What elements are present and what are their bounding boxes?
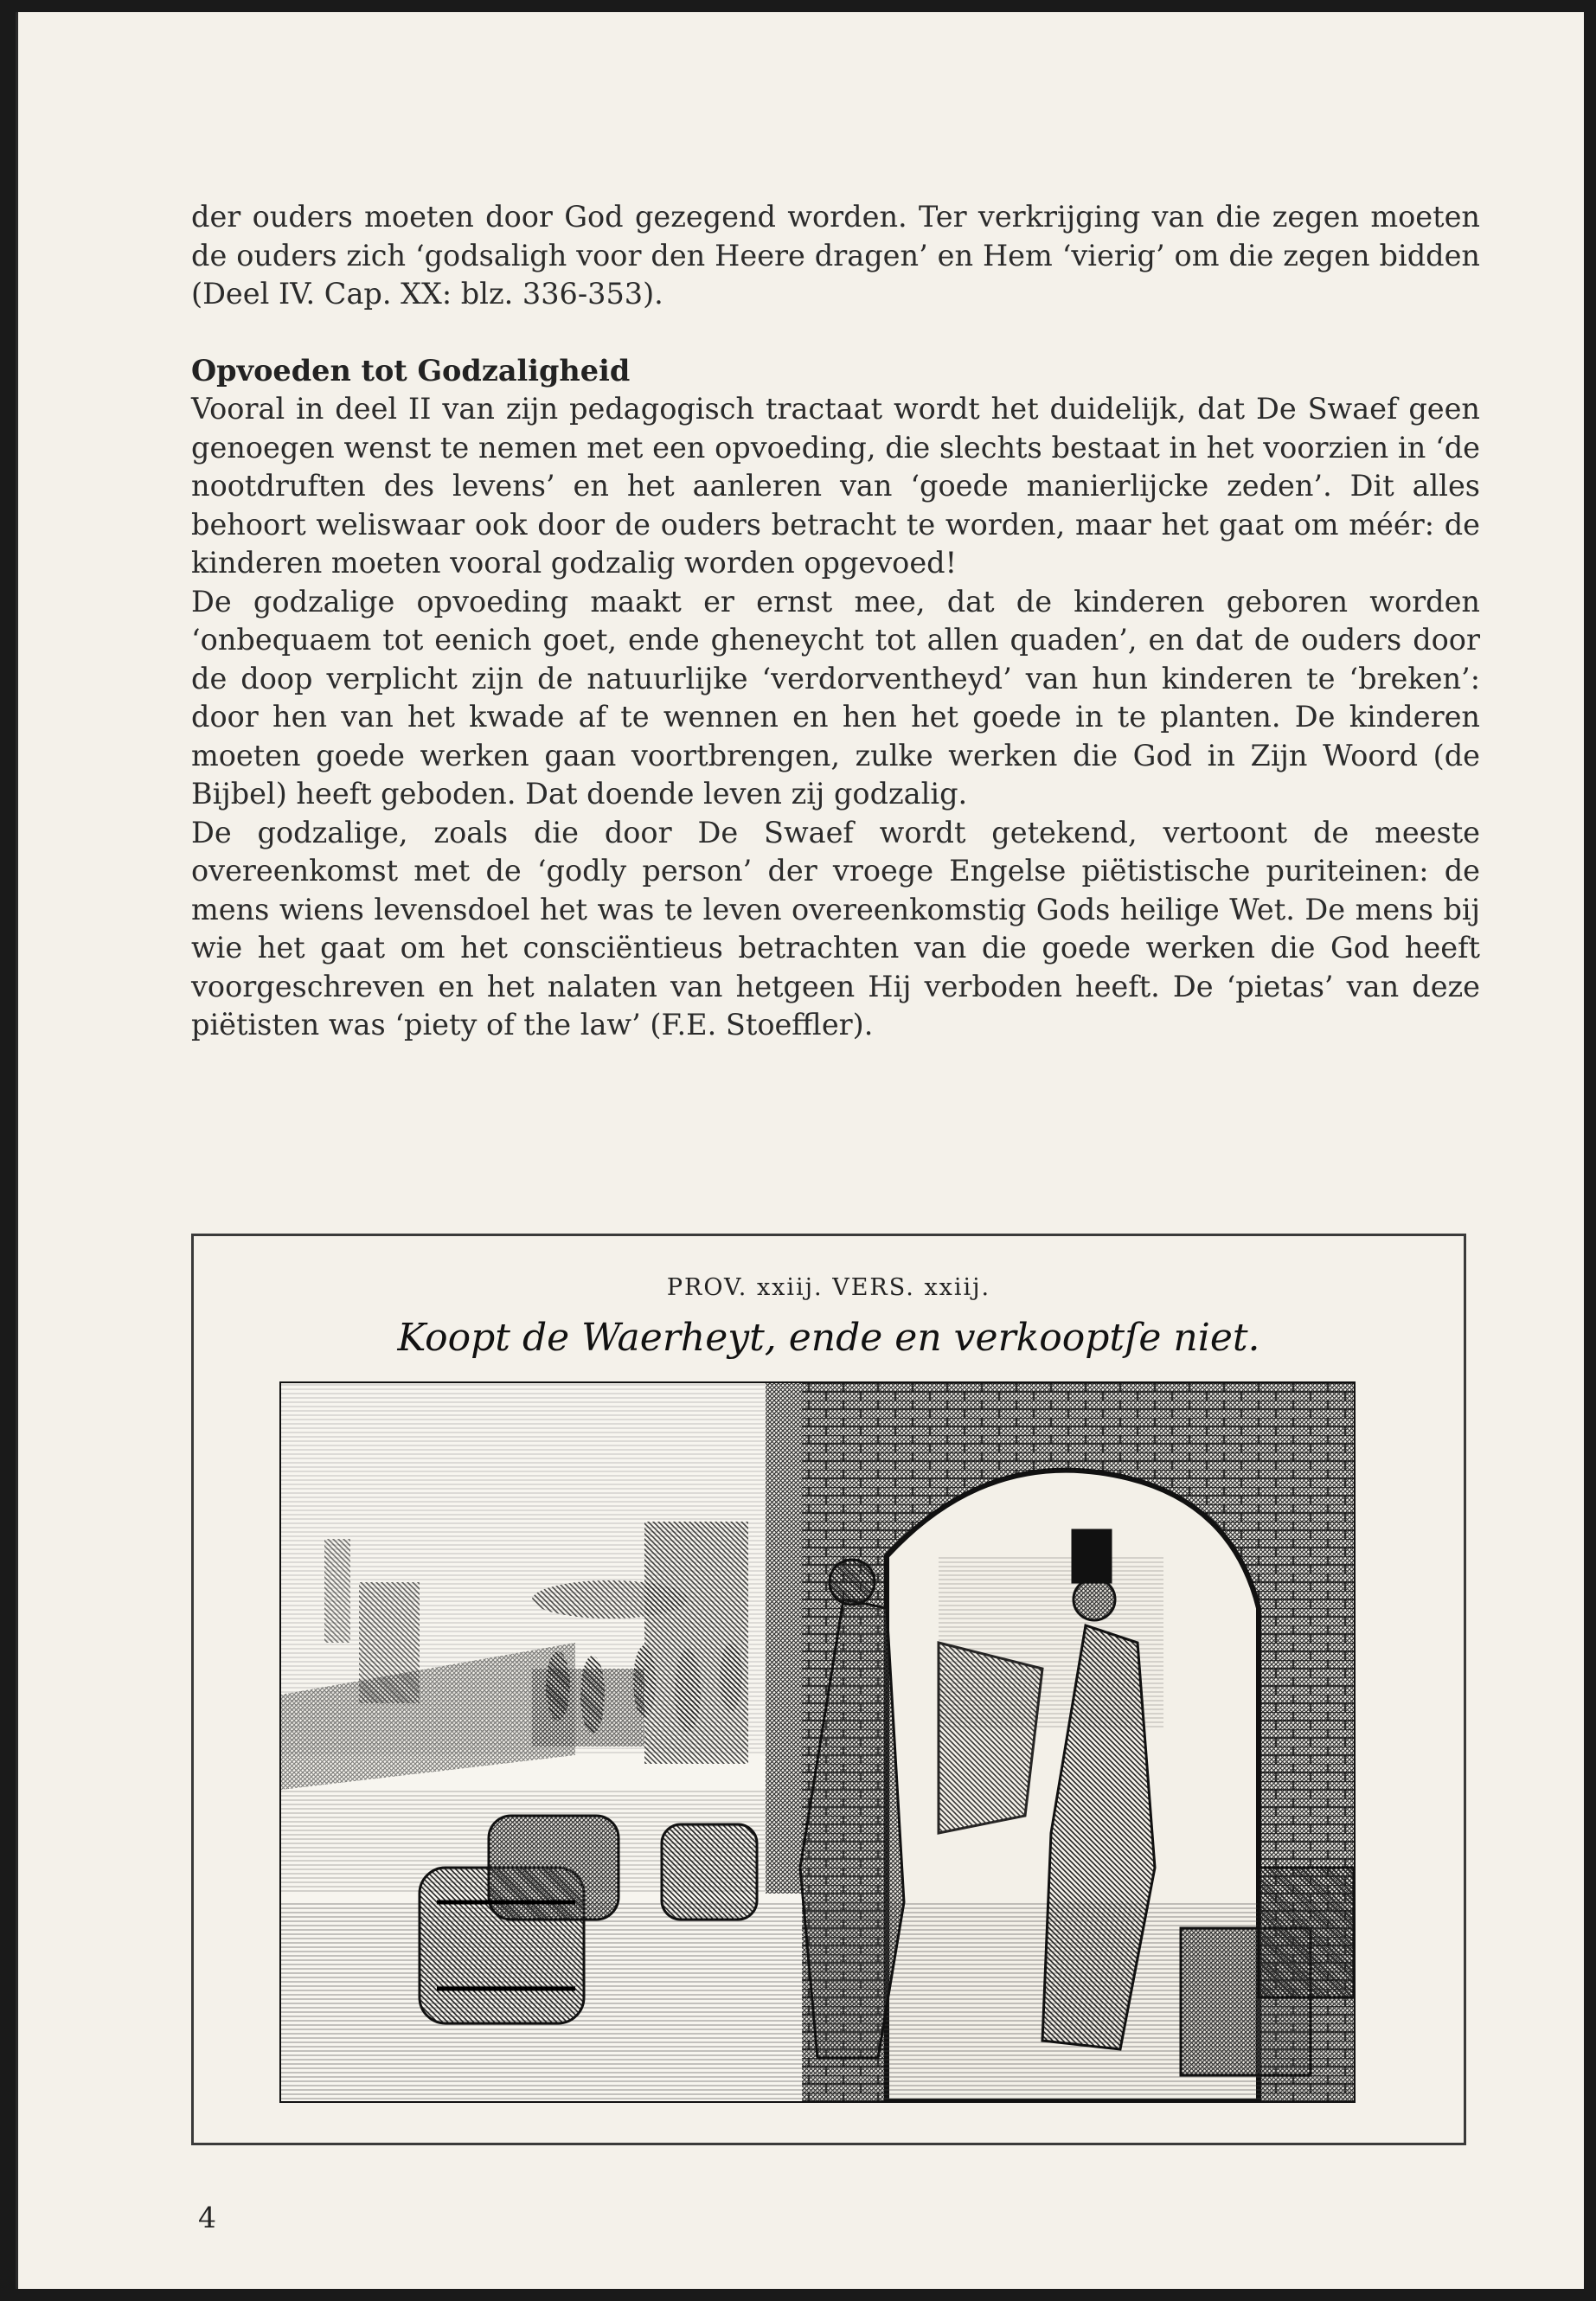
document-page bbox=[16, 12, 1584, 2289]
section-heading: Opvoeden tot Godzaligheid bbox=[191, 353, 631, 388]
paragraph: De godzalige, zoals die door De Swaef wordt getekend, vertoont de meeste overeenkomst met de ‘godly person’ der vroege Engelse piëtistische puriteinen: de mens wiens levensdoel het was te leven overeenkomstig Gods heilige Wet. De mens bij wie het gaat om het consciëntieus betrachten van die goede werken die God heeft voorgeschreven en het nalaten van hetgeen Hij verboden heeft. De ‘pietas’ van deze piëtisten was ‘piety of the law’ (F.E. Stoeffler). bbox=[191, 815, 1480, 1042]
paragraph-gap bbox=[191, 314, 1480, 352]
body-text bbox=[191, 198, 1480, 1045]
engraving-illustration bbox=[279, 1381, 1356, 2103]
figure-reference: PROV. xxiij. VERS. xxiij. bbox=[666, 1274, 991, 1301]
figure-motto: Koopt de Waerheyt, ende en verkooptſe niet. bbox=[397, 1316, 1260, 1360]
engraving-figure bbox=[191, 1234, 1466, 2145]
paragraph: De godzalige opvoeding maakt er ernst mee, dat de kinderen geboren worden ‘onbequaem tot eenich goet, ende gheneycht tot allen quaden’, en dat de ouders door de doop verplicht zijn de natuurlijke ‘verdorventheyd’ van hun kinderen te ‘breken’: door hen van het kwade af te wennen en hen het goede in te planten. De kinderen moeten goede werken gaan voortbrengen, zulke werken die God in Zijn Woord (de Bijbel) heeft geboden. Dat doende leven zij godzalig. bbox=[191, 584, 1480, 811]
paragraph: Vooral in deel II van zijn pedagogisch tractaat wordt het duidelijk, dat De Swaef geen genoegen wenst te nemen met een opvoeding, die slechts bestaat in het voorzien in ‘de nootdruften des levens’ en het aanleren van ‘goede manierlijcke zeden’. Dit alles behoort weliswaar ook door de ouders betracht te worden, maar het gaat om méér: de kinderen moeten vooral godzalig worden opgevoed! bbox=[191, 392, 1480, 580]
paragraph-intro: der ouders moeten door God gezegend worden. Ter verkrijging van die zegen moeten de ouders zich ‘godsaligh voor den Heere dragen’ en Hem ‘vierig’ om die zegen bidden (Deel IV. Cap. XX: blz. 336-353). bbox=[191, 200, 1480, 311]
page-number: 4 bbox=[198, 2201, 216, 2234]
